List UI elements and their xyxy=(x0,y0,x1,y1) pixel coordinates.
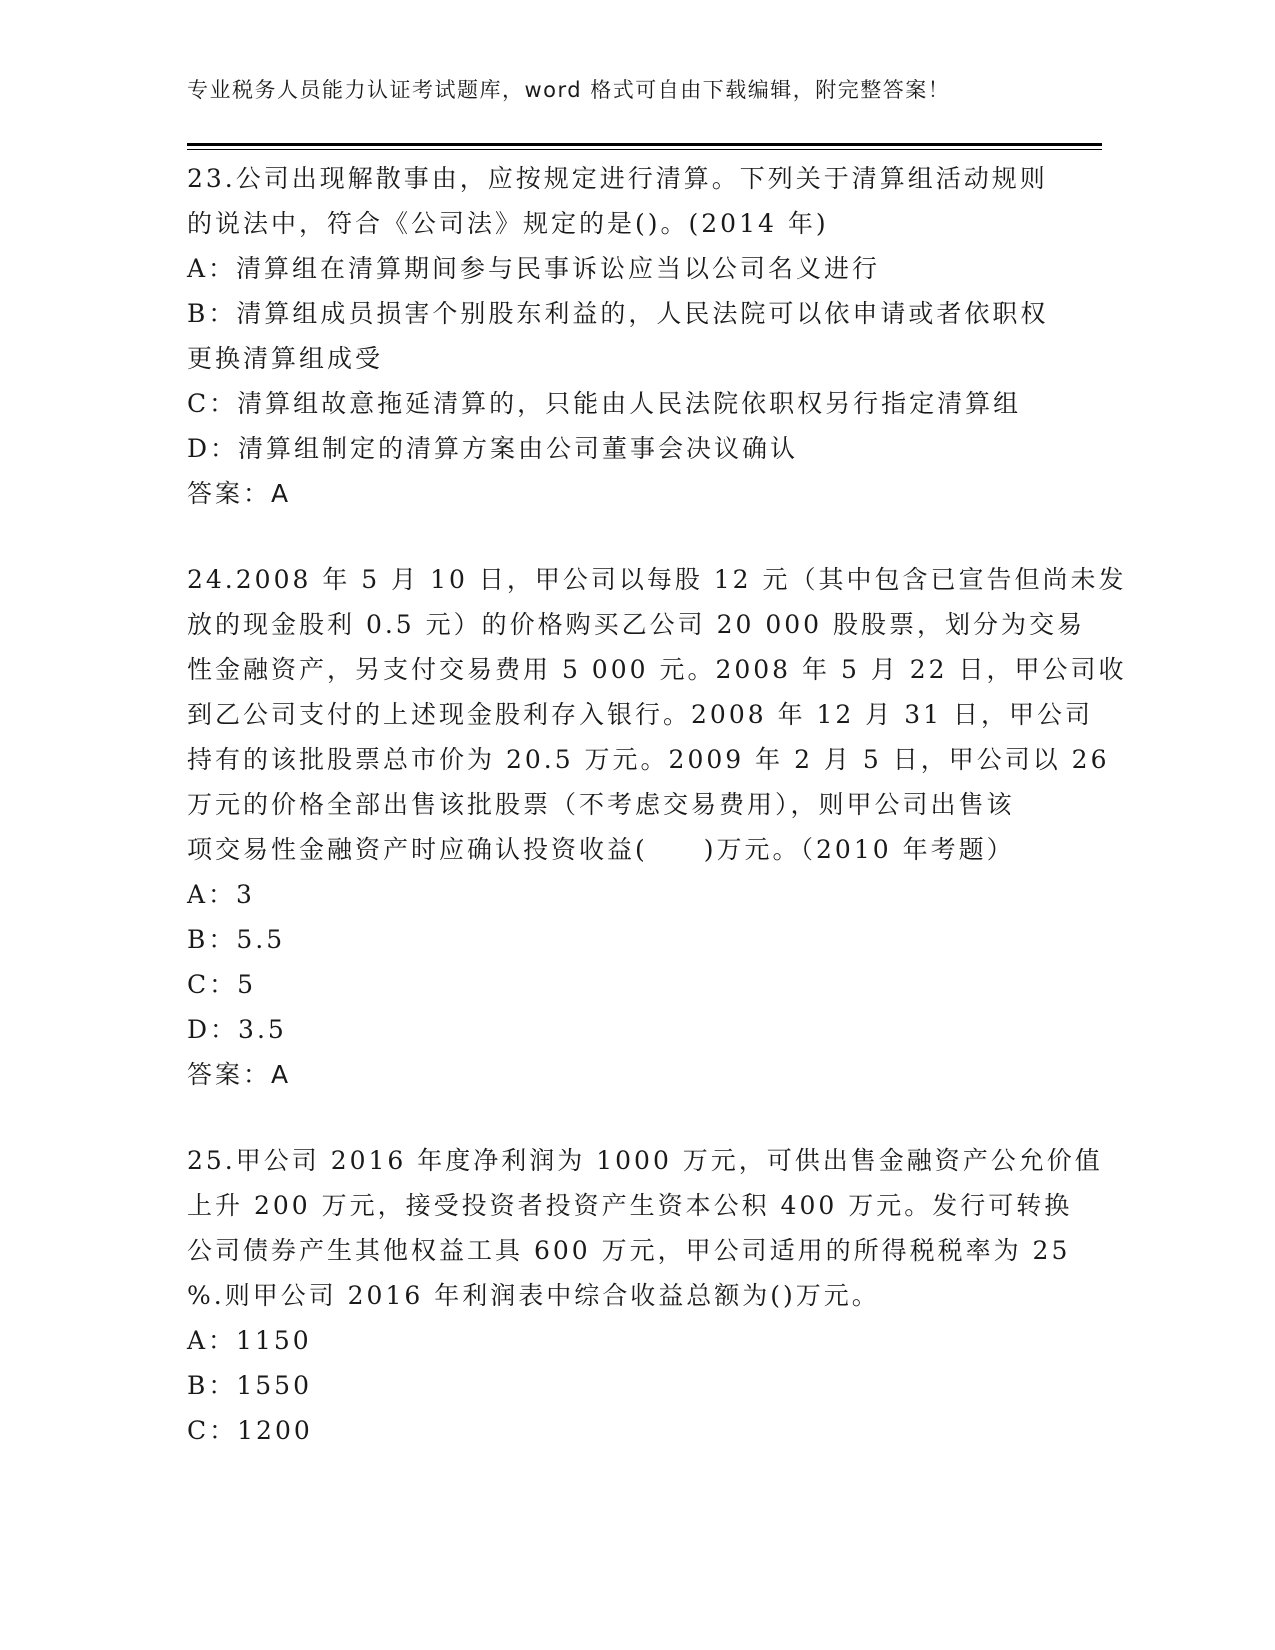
question-stem-line: 到乙公司支付的上述现金股利存入银行。2008 年 12 月 31 日，甲公司 xyxy=(187,700,1093,729)
question-24 xyxy=(187,557,1127,1097)
question-stem-line: 的说法中，符合《公司法》规定的是()。(2014 年) xyxy=(187,209,829,238)
question-stem-line: 万元的价格全部出售该批股票（不考虑交易费用），则甲公司出售该 xyxy=(187,790,1015,819)
option-b: B：1550 xyxy=(187,1371,312,1400)
question-stem-line: 上升 200 万元，接受投资者投资产生资本公积 400 万元。发行可转换 xyxy=(187,1191,1073,1220)
question-list xyxy=(187,156,1127,1453)
question-stem-line: 23.公司出现解散事由，应按规定进行清算。下列关于清算组活动规则 xyxy=(187,164,1048,193)
option-d: D：清算组制定的清算方案由公司董事会决议确认 xyxy=(187,434,799,463)
option-c: C：清算组故意拖延清算的，只能由人民法院依职权另行指定清算组 xyxy=(187,389,1022,418)
option-b-continued: 更换清算组成受 xyxy=(187,344,384,373)
question-stem-line: %.则甲公司 2016 年利润表中综合收益总额为()万元。 xyxy=(187,1281,880,1310)
question-stem-line: 持有的该批股票总市价为 20.5 万元。2009 年 2 月 5 日，甲公司以 26 xyxy=(187,745,1110,774)
question-25 xyxy=(187,1138,1103,1453)
option-d: D：3.5 xyxy=(187,1015,287,1044)
question-stem-line: 性金融资产，另支付交易费用 5 000 元。2008 年 5 月 22 日，甲公司收 xyxy=(187,655,1127,684)
option-a: A：1150 xyxy=(187,1326,312,1355)
question-stem-line: 放的现金股利 0.5 元）的价格购买乙公司 20 000 股股票，划分为交易 xyxy=(187,610,1086,639)
question-23 xyxy=(187,156,1087,516)
option-b: B：5.5 xyxy=(187,925,286,954)
option-a: A：3 xyxy=(187,880,255,909)
option-c: C：5 xyxy=(187,970,257,999)
question-stem-line: 公司债券产生其他权益工具 600 万元，甲公司适用的所得税税率为 25 xyxy=(187,1236,1071,1265)
question-stem-line: 24.2008 年 5 月 10 日，甲公司以每股 12 元（其中包含已宣告但尚未发 xyxy=(187,565,1127,594)
question-stem-line: 25.甲公司 2016 年度净利润为 1000 万元，可供出售金融资产公允价值 xyxy=(187,1146,1103,1175)
header-rule-thick xyxy=(187,143,1102,146)
option-c: C：1200 xyxy=(187,1416,313,1445)
option-a: A：清算组在清算期间参与民事诉讼应当以公司名义进行 xyxy=(187,254,881,283)
spacer xyxy=(187,516,1087,557)
option-b: B：清算组成员损害个别股东利益的，人民法院可以依申请或者依职权 xyxy=(187,299,1049,328)
answer: 答案：A xyxy=(187,479,292,508)
page-header: 专业税务人员能力认证考试题库，word 格式可自由下载编辑，附完整答案！ xyxy=(187,78,951,102)
question-stem-line: 项交易性金融资产时应确认投资收益( )万元。（2010 年考题） xyxy=(187,835,1015,864)
answer: 答案：A xyxy=(187,1060,292,1089)
header-rule-thin xyxy=(187,149,1102,150)
spacer xyxy=(187,1097,1087,1138)
